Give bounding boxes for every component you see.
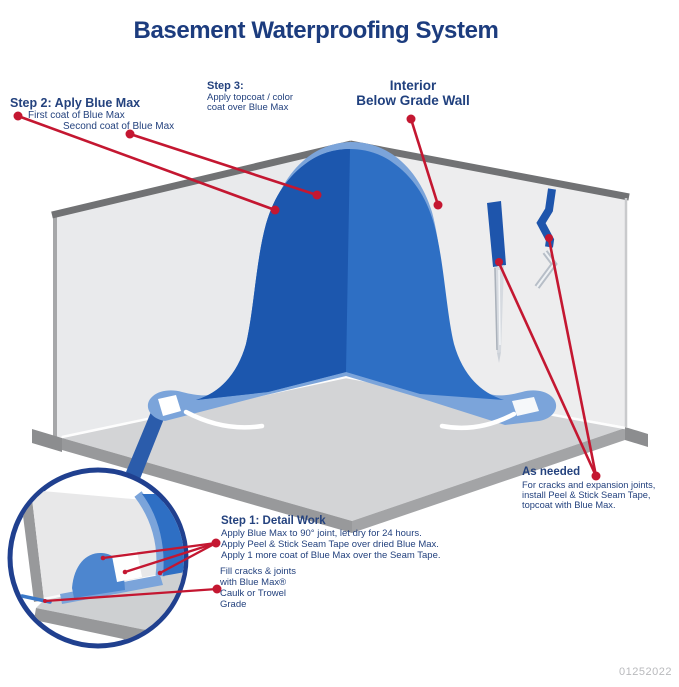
step1-line2: Apply Peel & Stick Seam Tape over dried Blue Max.	[221, 539, 439, 550]
interior-line1: Interior	[389, 78, 437, 93]
room-corner-illustration	[10, 112, 648, 655]
arrow-second-coat-end-dot	[313, 191, 322, 200]
step1-line1: Apply Blue Max to 90° joint, let dry for 24 hours.	[221, 528, 422, 539]
label-step1	[221, 514, 441, 561]
page-title: Basement Waterproofing System	[133, 17, 499, 45]
zigzag-tape-marker-dot	[545, 234, 553, 242]
as-needed-line3: topcoat with Blue Max.	[522, 500, 616, 510]
fill-note-line3: Caulk or Trowel	[220, 588, 286, 599]
label-step2	[10, 96, 174, 132]
detail-circle	[10, 470, 230, 654]
arrow-first-coat-end-dot	[271, 206, 280, 215]
fill-note-line4: Grade	[220, 599, 247, 610]
arrow-step1-origin-dot	[212, 539, 221, 548]
step2-second-coat-note: Second coat of Blue Max	[63, 121, 175, 132]
arrow-interior-origin-dot	[407, 115, 416, 124]
arrow-interior-end-dot	[434, 201, 443, 210]
label-step3	[207, 79, 293, 113]
straight-tape-marker-dot	[495, 258, 503, 266]
step1-heading: Step 1: Detail Work	[221, 515, 326, 527]
arrow-step1-end-dot-2	[123, 570, 128, 575]
step1-line3: Apply 1 more coat of Blue Max over the Seam Tape.	[221, 550, 441, 561]
label-as-needed	[522, 465, 655, 510]
fill-note-line1: Fill cracks & joints	[220, 566, 297, 577]
arrow-step1-end-dot-3	[158, 571, 163, 576]
step3-body-line2: coat over Blue Max	[207, 102, 289, 113]
as-needed-line1: For cracks and expansion joints,	[522, 480, 656, 490]
step2-first-coat-note: First coat of Blue Max	[28, 110, 125, 121]
right-wall-footing	[625, 427, 648, 447]
interior-line2: Below Grade Wall	[356, 92, 470, 108]
date-code: 01252022	[619, 666, 672, 678]
step3-body-line1: Apply topcoat / color	[207, 92, 294, 103]
arrow-fill-caulk-end-dot	[43, 599, 47, 603]
label-fill-cracks	[220, 566, 296, 610]
step3-heading: Step 3:	[207, 80, 244, 92]
crack-highlight-line	[499, 270, 500, 345]
arrow-step1-end-dot-1	[101, 556, 106, 561]
as-needed-heading: As needed	[522, 466, 581, 478]
label-interior-below-grade-wall	[340, 79, 486, 108]
step2-heading: Step 2: Aply Blue Max	[10, 96, 141, 110]
fill-note-line2: with Blue Max®	[220, 577, 287, 588]
as-needed-line2: install Peel & Stick Seam Tape,	[522, 490, 651, 500]
